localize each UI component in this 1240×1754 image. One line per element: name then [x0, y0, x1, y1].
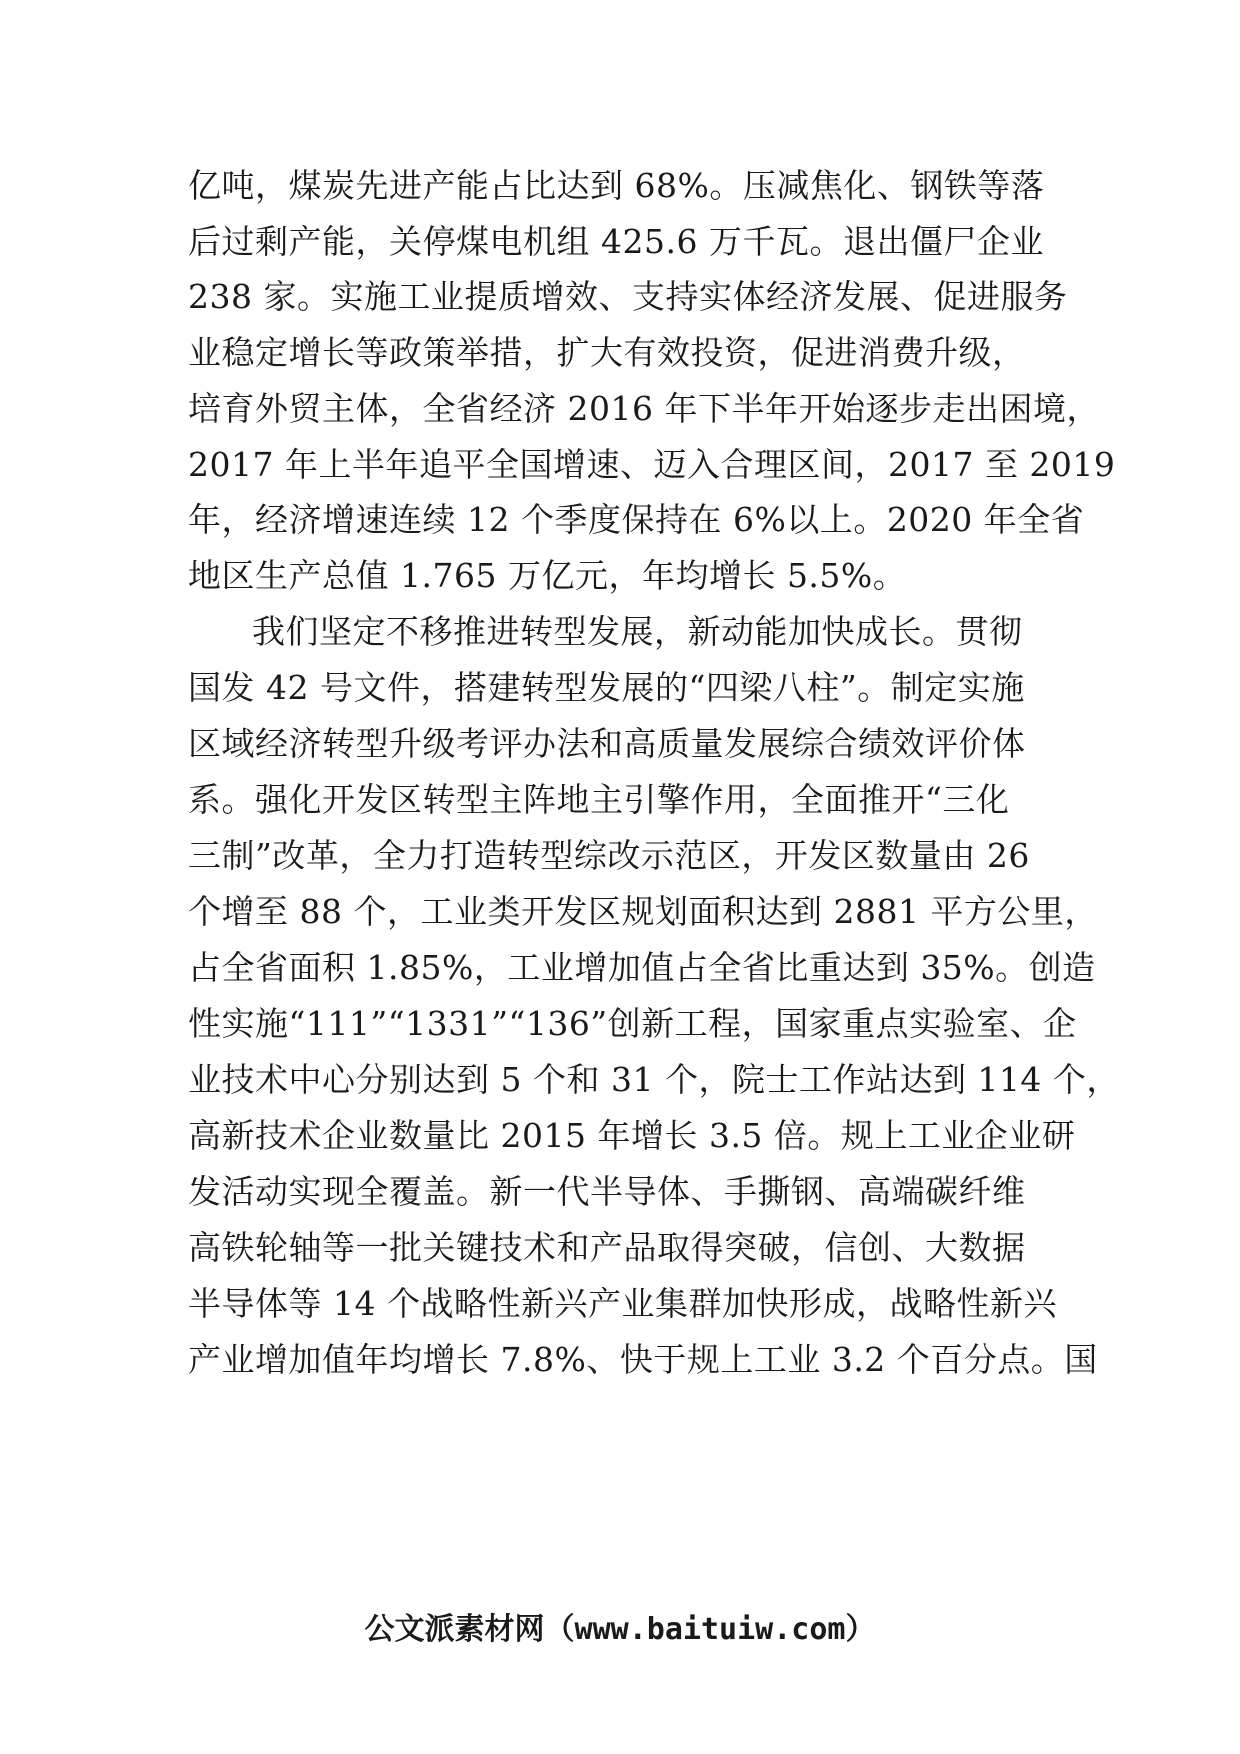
- paragraph-line: 个增至 88 个，工业类开发区规划面积达到 2881 平方公里，: [188, 892, 1098, 931]
- paragraph-line: 三制”改革，全力打造转型综改示范区，开发区数量由 26: [188, 836, 1030, 875]
- footer-label: 公文派素材网: [364, 1612, 545, 1647]
- paragraph-line: 产业增加值年均增长 7.8%、快于规上工业 3.2 个百分点。国: [188, 1340, 1098, 1379]
- paragraph-line: 238 家。实施工业提质增效、支持实体经济发展、促进服务: [188, 277, 1068, 316]
- paragraph-line: 性实施“111”“1331”“136”创新工程，国家重点实验室、企: [188, 1004, 1077, 1043]
- paragraph-line: 业技术中心分别达到 5 个和 31 个，院士工作站达到 114 个，: [188, 1060, 1120, 1099]
- paragraph-line: 2017 年上半年追平全国增速、迈入合理区间，2017 至 2019: [188, 445, 1116, 484]
- paragraph-line: 亿吨，煤炭先进产能占比达到 68%。压减焦化、钢铁等落: [188, 166, 1045, 205]
- paragraph-line: 发活动实现全覆盖。新一代半导体、手撕钢、高端碳纤维: [188, 1172, 1026, 1211]
- paragraph-line: 区域经济转型升级考评办法和高质量发展综合绩效评价体: [188, 724, 1026, 763]
- paragraph-line: 国发 42 号文件，搭建转型发展的“四梁八柱”。制定实施: [188, 668, 1025, 707]
- paragraph-line: 后过剩产能，关停煤电机组 425.6 万千瓦。退出僵尸企业: [188, 222, 1044, 261]
- paragraph-line: 业稳定增长等政策举措，扩大有效投资，促进消费升级，: [188, 333, 1026, 372]
- footer-site-link: （www.baituiw.com）: [544, 1612, 876, 1647]
- paragraph-line: 培育外贸主体，全省经济 2016 年下半年开始逐步走出困境，: [188, 389, 1100, 428]
- paragraph-line: 占全省面积 1.85%，工业增加值占全省比重达到 35%。创造: [188, 948, 1096, 987]
- paragraph-line: 地区生产总值 1.765 万亿元，年均增长 5.5%。: [188, 556, 907, 595]
- paragraph-line: 年，经济增速连续 12 个季度保持在 6%以上。2020 年全省: [188, 500, 1085, 539]
- paragraph-line: 系。强化开发区转型主阵地主引擎作用，全面推开“三化: [188, 780, 1010, 819]
- paragraph-first-line: 我们坚定不移推进转型发展，新动能加快成长。贯彻: [252, 612, 1023, 651]
- paragraph-line: 高铁轮轴等一批关键技术和产品取得突破，信创、大数据: [188, 1228, 1026, 1267]
- paragraph-line: 半导体等 14 个战略性新兴产业集群加快形成，战略性新兴: [188, 1284, 1057, 1323]
- footer-watermark: [0, 1610, 1240, 1650]
- paragraph-line: 高新技术企业数量比 2015 年增长 3.5 倍。规上工业企业研: [188, 1116, 1076, 1155]
